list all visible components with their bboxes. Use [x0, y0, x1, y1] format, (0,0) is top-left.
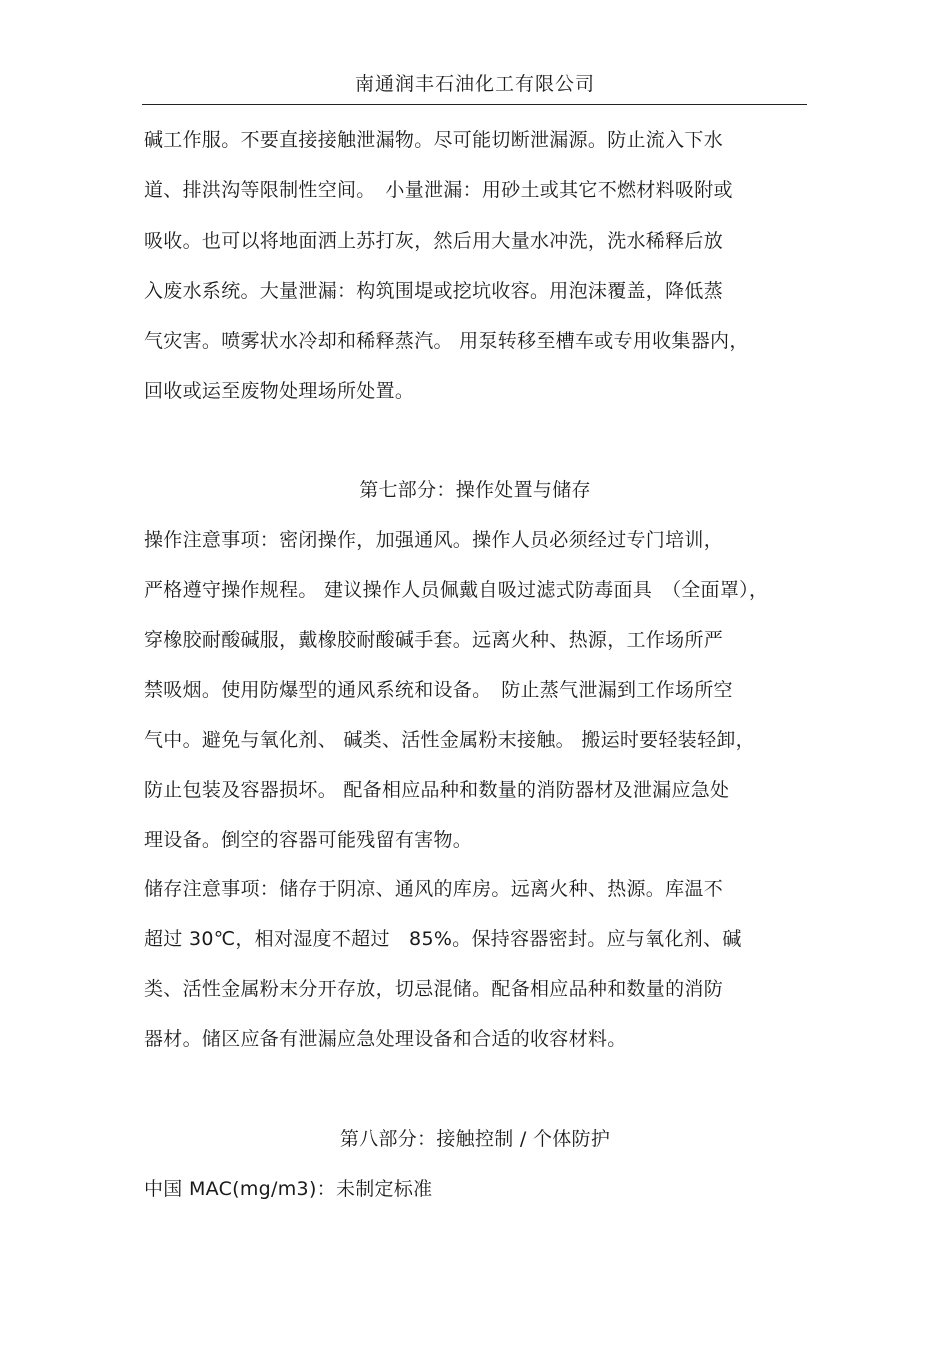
header-divider [142, 104, 807, 105]
paragraph-line: 储存注意事项：储存于阴凉、通风的库房。远离火种、热源。库温不 [144, 878, 724, 900]
paragraph-line: 穿橡胶耐酸碱服，戴橡胶耐酸碱手套。远离火种、热源，工作场所严 [144, 629, 724, 651]
paragraph-line: 吸收。也可以将地面洒上苏打灰，然后用大量水冲洗，洗水稀释后放 [144, 230, 724, 252]
paragraph-line: 气灾害。喷雾状水冷却和稀释蒸汽。 用泵转移至槽车或专用收集器内， [144, 330, 749, 352]
paragraph-line: 入废水系统。大量泄漏：构筑围堤或挖坑收容。用泡沫覆盖，降低蒸 [144, 280, 724, 302]
paragraph-line: 操作注意事项：密闭操作，加强通风。操作人员必须经过专门培训， [144, 529, 724, 551]
paragraph-line: 器材。储区应备有泄漏应急处理设备和合适的收容材料。 [144, 1028, 627, 1050]
section-heading: 第七部分：操作处置与储存 [359, 479, 591, 501]
paragraph-line: 碱工作服。不要直接接触泄漏物。尽可能切断泄漏源。防止流入下水 [144, 129, 724, 151]
paragraph-line: 禁吸烟。使用防爆型的通风系统和设备。 防止蒸气泄漏到工作场所空 [144, 679, 733, 701]
paragraph-line: 超过 30℃，相对湿度不超过 85%。保持容器密封。应与氧化剂、碱 [144, 928, 742, 950]
paragraph-line: 中国 MAC(mg/m3)：未制定标准 [144, 1178, 433, 1200]
paragraph-line: 防止包装及容器损坏。 配备相应品种和数量的消防器材及泄漏应急处 [144, 779, 730, 801]
company-header: 南通润丰石油化工有限公司 [354, 73, 595, 95]
section-heading: 第八部分：接触控制 / 个体防护 [339, 1128, 611, 1150]
paragraph-line: 类、活性金属粉末分开存放，切忌混储。配备相应品种和数量的消防 [144, 978, 724, 1000]
paragraph-line: 回收或运至废物处理场所处置。 [144, 380, 415, 402]
paragraph-line: 理设备。倒空的容器可能残留有害物。 [144, 829, 473, 851]
paragraph-line: 道、排洪沟等限制性空间。 小量泄漏：用砂土或其它不燃材料吸附或 [144, 179, 733, 201]
paragraph-line: 严格遵守操作规程。 建议操作人员佩戴自吸过滤式防毒面具 （全面罩）， [144, 579, 769, 601]
paragraph-line: 气中。避免与氧化剂、 碱类、活性金属粉末接触。 搬运时要轻装轻卸， [144, 729, 755, 751]
